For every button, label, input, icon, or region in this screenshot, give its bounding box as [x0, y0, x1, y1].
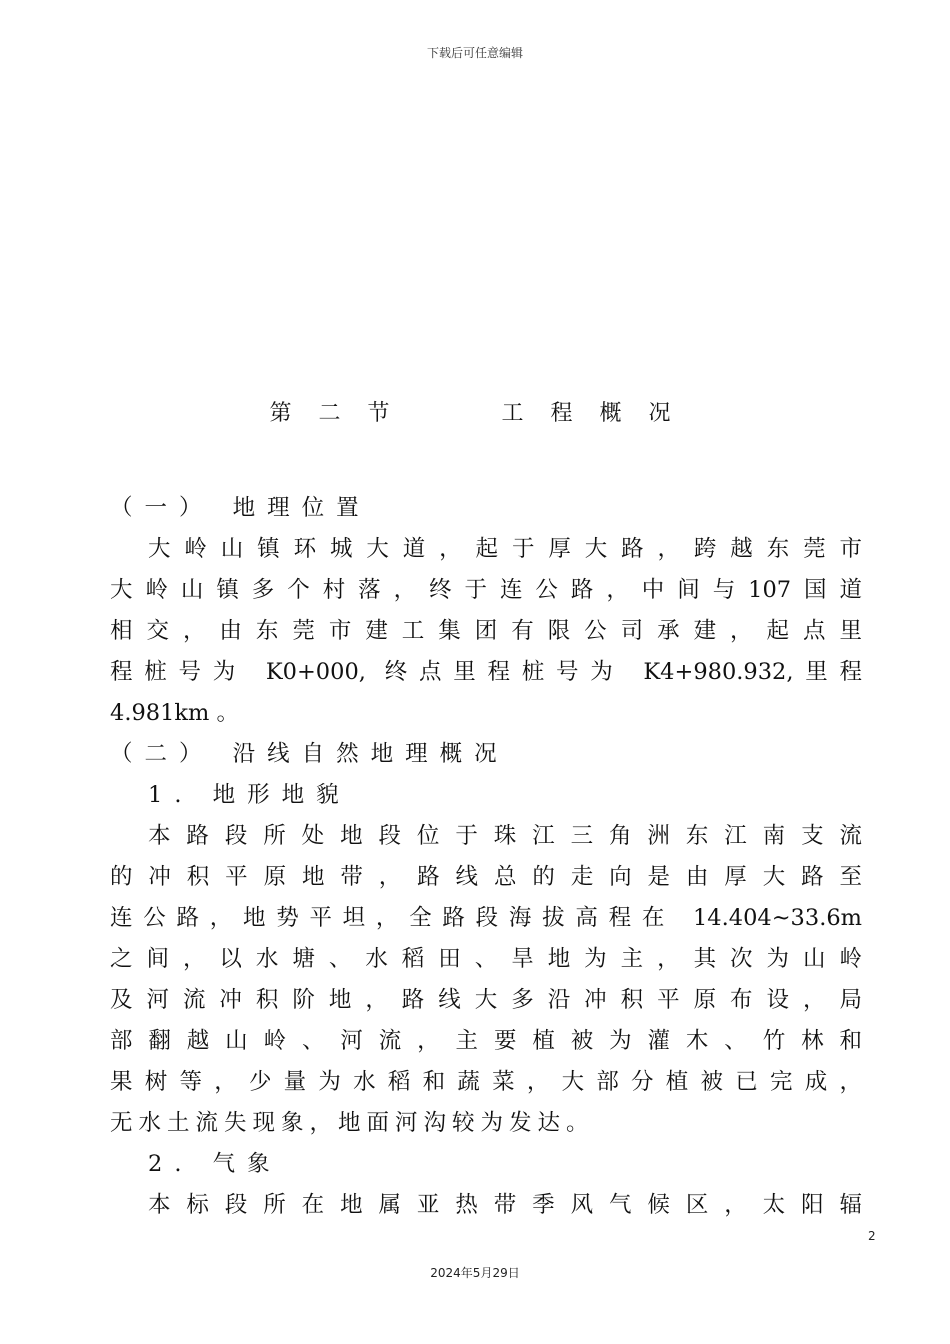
subheading-weather: 2. 气象: [148, 1151, 282, 1177]
footer-date: 2024年5月29日: [430, 1266, 520, 1280]
subheading-terrain: 1. 地形地貌: [148, 782, 351, 808]
paragraph-line: 程桩号为 K0+000, 终点里程桩号为 K4+980.932,里程: [110, 659, 862, 685]
body-content: [110, 488, 862, 1226]
section-title: 第 二 节 工 程 概 况: [269, 401, 681, 426]
paragraph-line: 大岭山镇环城大道，起于厚大路，跨越东莞市: [148, 536, 862, 562]
paragraph-line: 无水土流失现象，地面河沟较为发达。: [110, 1110, 595, 1136]
paragraph-line: 的冲积平原地带，路线总的走向是由厚大路至: [110, 864, 862, 890]
heading-natural-geography: （二） 沿线自然地理概况: [110, 741, 509, 767]
paragraph-line: 连公路，地势平坦，全路段海拔高程在 14.404~33.6m: [110, 905, 862, 931]
paragraph-line: 本标段所在地属亚热带季风气候区，太阳辐: [148, 1192, 862, 1218]
page-header: 下载后可任意编辑: [426, 46, 523, 60]
paragraph-line: 4.981km 。: [110, 700, 240, 726]
paragraph-line: 果树等，少量为水稻和蔬菜，大部分植被已完成，: [110, 1069, 862, 1095]
paragraph-line: 本路段所处地段位于珠江三角洲东江南支流: [148, 823, 862, 849]
paragraph-line: 部翻越山岭、河流，主要植被为灌木、竹林和: [110, 1028, 862, 1054]
page-number: 2: [868, 1229, 876, 1243]
paragraph-line: 及河流冲积阶地，路线大多沿冲积平原布设，局: [110, 987, 862, 1013]
heading-location: （一） 地理位置: [110, 495, 371, 521]
paragraph-line: 相交，由东莞市建工集团有限公司承建，起点里: [110, 618, 862, 644]
paragraph-line: 大岭山镇多个村落，终于连公路，中间与107国道: [110, 577, 862, 603]
paragraph-line: 之间，以水塘、水稻田、旱地为主，其次为山岭: [110, 946, 862, 972]
